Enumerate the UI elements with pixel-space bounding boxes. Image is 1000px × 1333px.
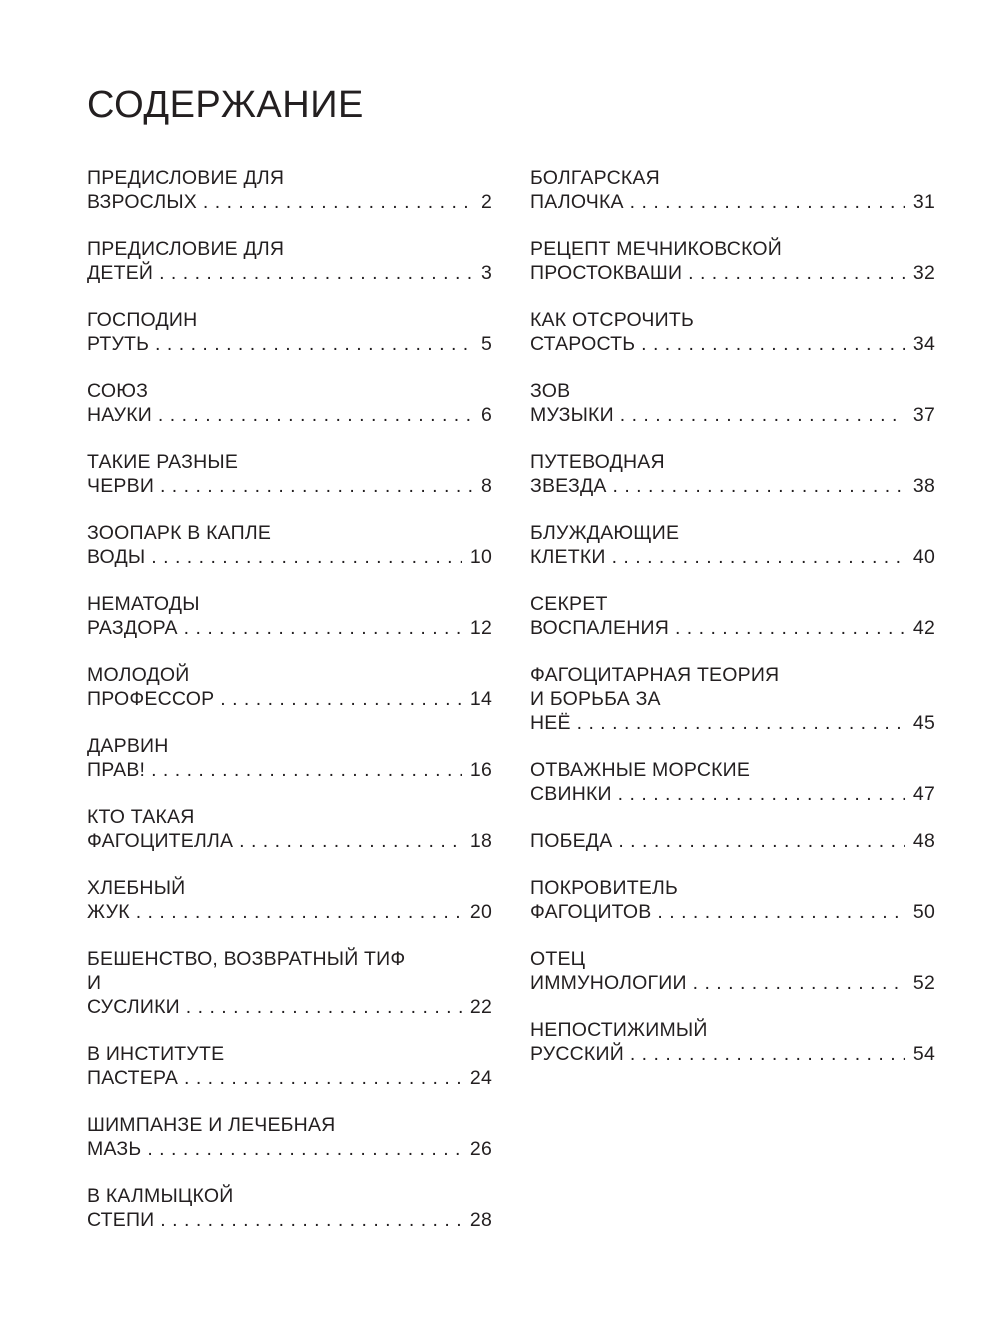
toc-entry[interactable]: [87, 166, 492, 214]
toc-entry-title: КТО ТАКАЯ ФАГОЦИТЕЛЛА . . .: [87, 805, 462, 853]
toc-entry-title: БЛУЖДАЮЩИЕ КЛЕТКИ . . .: [530, 521, 905, 569]
toc-entry-page: 42: [905, 616, 935, 640]
toc-entry[interactable]: [530, 592, 935, 640]
toc-entry-page: 34: [905, 332, 935, 356]
toc-entry[interactable]: [87, 592, 492, 640]
toc-entry[interactable]: [530, 758, 935, 806]
toc-entry[interactable]: [87, 1184, 492, 1232]
toc-entry[interactable]: [530, 829, 935, 853]
toc-entry-page: 2: [473, 190, 492, 214]
toc-entry-page: 52: [905, 971, 935, 995]
toc-entry[interactable]: [87, 1042, 492, 1090]
toc-entry[interactable]: [87, 805, 492, 853]
toc-entry[interactable]: [87, 734, 492, 782]
toc-entry[interactable]: [87, 947, 492, 1019]
toc-entry[interactable]: [87, 876, 492, 924]
toc-entry[interactable]: [530, 379, 935, 427]
toc-entry[interactable]: [530, 876, 935, 924]
toc-entry-title: БОЛГАРСКАЯ ПАЛОЧКА . . .: [530, 166, 905, 214]
toc-entry-title: СОЮЗ НАУКИ . . .: [87, 379, 473, 427]
toc-entry-title: РЕЦЕПТ МЕЧНИКОВСКОЙ ПРОСТОКВАШИ . . .: [530, 237, 905, 285]
page-title: СОДЕРЖАНИЕ: [87, 84, 364, 126]
toc-entry-title: ПОБЕДА . . .: [530, 829, 905, 853]
toc-entry-title: КАК ОТСРОЧИТЬ СТАРОСТЬ . . .: [530, 308, 905, 356]
toc-entry[interactable]: [530, 237, 935, 285]
toc-entry-title: ПРЕДИСЛОВИЕ ДЛЯ ВЗРОСЛЫХ . . .: [87, 166, 473, 214]
toc-entry-page: 31: [905, 190, 935, 214]
toc-entry-page: 5: [473, 332, 492, 356]
toc-entry-title: ОТВАЖНЫЕ МОРСКИЕ СВИНКИ . . .: [530, 758, 905, 806]
toc-entry-title: ШИМПАНЗЕ И ЛЕЧЕБНАЯ МАЗЬ . . .: [87, 1113, 462, 1161]
toc-entry[interactable]: [87, 450, 492, 498]
toc-entry[interactable]: [530, 308, 935, 356]
toc-entry[interactable]: [87, 521, 492, 569]
toc-entry-title: ГОСПОДИН РТУТЬ . . .: [87, 308, 473, 356]
toc-entry-page: 22: [462, 995, 492, 1019]
toc-entry[interactable]: [530, 521, 935, 569]
toc-entry-page: 37: [905, 403, 935, 427]
toc-entry-title: НЕПОСТИЖИМЫЙ РУССКИЙ . . .: [530, 1018, 905, 1066]
toc-entry-page: 18: [462, 829, 492, 853]
toc-entry-title: В КАЛМЫЦКОЙ СТЕПИ . . .: [87, 1184, 462, 1232]
toc-entry-page: 12: [462, 616, 492, 640]
toc-entry-page: 50: [905, 900, 935, 924]
toc-entry-page: 45: [905, 711, 935, 735]
toc-entry-title: ФАГОЦИТАРНАЯ ТЕОРИЯ И БОРЬБА ЗА НЕЁ . . .: [530, 663, 905, 735]
toc-entry-page: 26: [462, 1137, 492, 1161]
toc-entry-title: ПРЕДИСЛОВИЕ ДЛЯ ДЕТЕЙ . . .: [87, 237, 473, 285]
toc-entry-title: ОТЕЦ ИММУНОЛОГИИ . . .: [530, 947, 905, 995]
toc-entry[interactable]: [87, 663, 492, 711]
toc-entry-title: СЕКРЕТ ВОСПАЛЕНИЯ . . .: [530, 592, 905, 640]
toc-entry-title: НЕМАТОДЫ РАЗДОРА . . .: [87, 592, 462, 640]
toc-entry-page: 40: [905, 545, 935, 569]
toc-entry-page: 20: [462, 900, 492, 924]
toc-entry-title: ЗОВ МУЗЫКИ . . .: [530, 379, 905, 427]
toc-entry-page: 14: [462, 687, 492, 711]
toc-entry-page: 38: [905, 474, 935, 498]
toc-entry-title: БЕШЕНСТВО, ВОЗВРАТНЫЙ ТИФ И СУСЛИКИ . . .: [87, 947, 462, 1019]
toc-entry-page: 54: [905, 1042, 935, 1066]
toc-right-column: [530, 166, 935, 1089]
toc-entry-title: ПУТЕВОДНАЯ ЗВЕЗДА . . .: [530, 450, 905, 498]
toc-entry-page: 24: [462, 1066, 492, 1090]
toc-entry-page: 6: [473, 403, 492, 427]
toc-entry-page: 10: [462, 545, 492, 569]
toc-entry-title: ЗООПАРК В КАПЛЕ ВОДЫ . . .: [87, 521, 462, 569]
toc-entry-title: ХЛЕБНЫЙ ЖУК . . .: [87, 876, 462, 924]
toc-entry-page: 32: [905, 261, 935, 285]
toc-entry-page: 3: [473, 261, 492, 285]
toc-entry-page: 47: [905, 782, 935, 806]
toc-entry-title: ДАРВИН ПРАВ! . . .: [87, 734, 462, 782]
toc-entry[interactable]: [530, 450, 935, 498]
toc-entry-title: МОЛОДОЙ ПРОФЕССОР . . .: [87, 663, 462, 711]
toc-entry-page: 8: [473, 474, 492, 498]
toc-entry[interactable]: [87, 237, 492, 285]
toc-entry[interactable]: [530, 947, 935, 995]
toc-entry-page: 16: [462, 758, 492, 782]
toc-entry[interactable]: [530, 1018, 935, 1066]
toc-entry-title: ТАКИЕ РАЗНЫЕ ЧЕРВИ . . .: [87, 450, 473, 498]
toc-entry-page: 48: [905, 829, 935, 853]
toc-entry-page: 28: [462, 1208, 492, 1232]
toc-entry[interactable]: [530, 166, 935, 214]
toc-entry[interactable]: [87, 379, 492, 427]
toc-entry[interactable]: [530, 663, 935, 735]
toc-entry-title: В ИНСТИТУТЕ ПАСТЕРА . . .: [87, 1042, 462, 1090]
toc-left-column: [87, 166, 492, 1255]
toc-entry-title: ПОКРОВИТЕЛЬ ФАГОЦИТОВ . . .: [530, 876, 905, 924]
toc-entry[interactable]: [87, 308, 492, 356]
toc-entry[interactable]: [87, 1113, 492, 1161]
